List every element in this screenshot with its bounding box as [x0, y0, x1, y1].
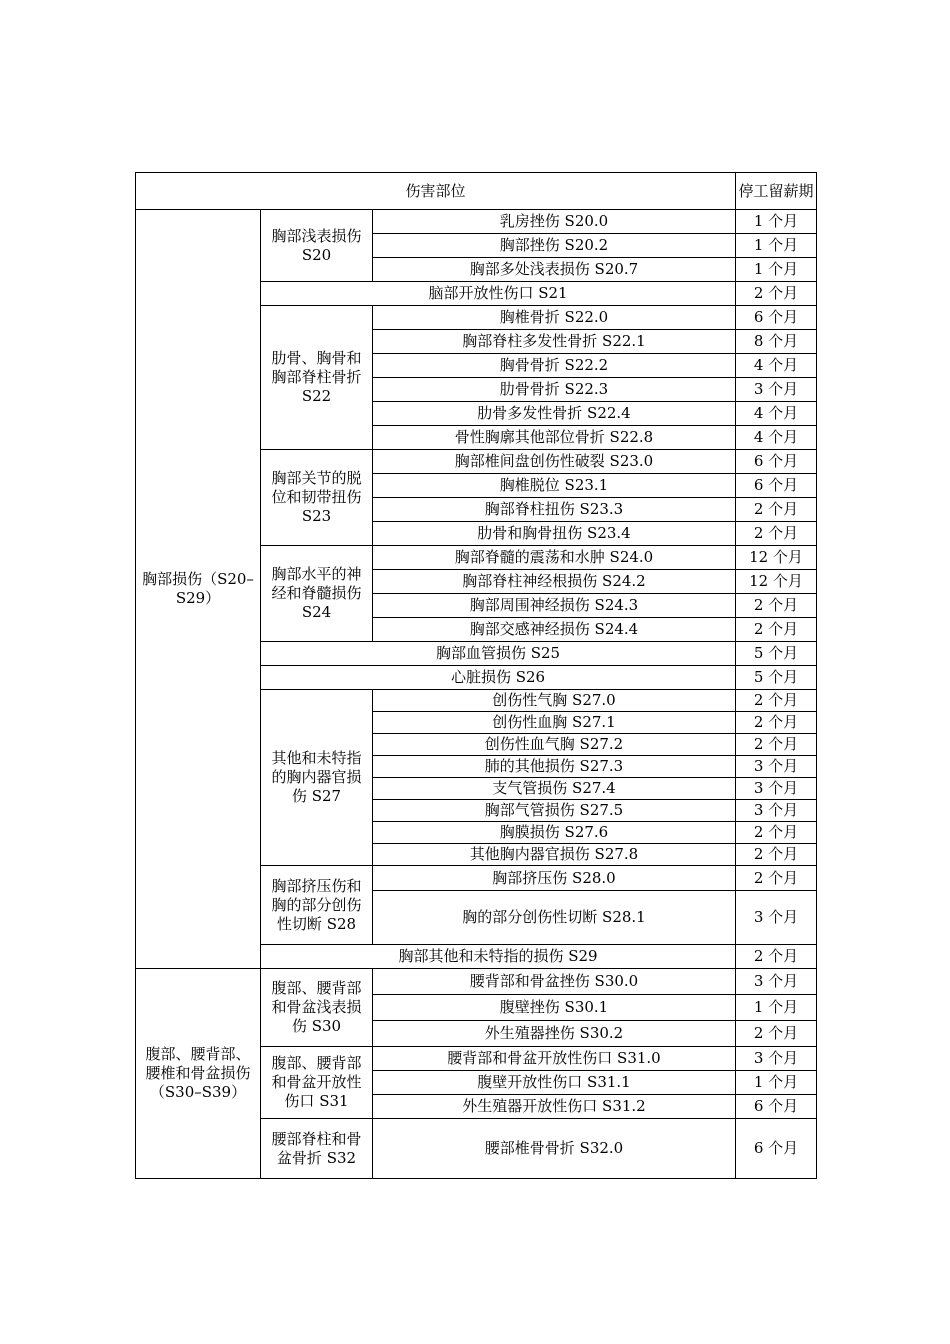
injury-item: 胸骨骨折 S22.2 [373, 354, 736, 378]
leave-period: 3 个月 [736, 969, 817, 995]
leave-period: 3 个月 [736, 800, 817, 822]
leave-period: 1 个月 [736, 210, 817, 234]
injury-item: 肋骨骨折 S22.3 [373, 378, 736, 402]
injury-item: 创伤性血气胸 S27.2 [373, 734, 736, 756]
injury-item: 肋骨和胸骨扭伤 S23.4 [373, 522, 736, 546]
group-label: 胸部浅表损伤 S20 [261, 210, 373, 282]
injury-item: 外生殖器开放性伤口 S31.2 [373, 1095, 736, 1119]
injury-item: 胸部交感神经损伤 S24.4 [373, 618, 736, 642]
group-label: 其他和未特指的胸内器官损伤 S27 [261, 690, 373, 866]
injury-item: 胸部椎间盘创伤性破裂 S23.0 [373, 450, 736, 474]
header-period: 停工留薪期 [736, 173, 817, 210]
leave-period: 5 个月 [736, 642, 817, 666]
leave-period: 3 个月 [736, 891, 817, 945]
table-row [136, 969, 817, 995]
injury-item: 胸椎脱位 S23.1 [373, 474, 736, 498]
injury-item: 支气管损伤 S27.4 [373, 778, 736, 800]
injury-item: 肋骨多发性骨折 S22.4 [373, 402, 736, 426]
injury-item: 胸部气管损伤 S27.5 [373, 800, 736, 822]
leave-period: 6 个月 [736, 306, 817, 330]
injury-item: 胸部脊髓的震荡和水肿 S24.0 [373, 546, 736, 570]
leave-period: 1 个月 [736, 258, 817, 282]
injury-item: 腰背部和骨盆挫伤 S30.0 [373, 969, 736, 995]
group-label: 肋骨、胸骨和胸部脊柱骨折 S22 [261, 306, 373, 450]
injury-item: 胸部脊柱多发性骨折 S22.1 [373, 330, 736, 354]
injury-item: 其他胸内器官损伤 S27.8 [373, 844, 736, 866]
injury-item: 胸部挤压伤 S28.0 [373, 866, 736, 891]
injury-item: 胸部多处浅表损伤 S20.7 [373, 258, 736, 282]
header-location: 伤害部位 [136, 173, 736, 210]
injury-item: 创伤性气胸 S27.0 [373, 690, 736, 712]
injury-item: 乳房挫伤 S20.0 [373, 210, 736, 234]
injury-item: 胸椎骨折 S22.0 [373, 306, 736, 330]
injury-item: 胸的部分创伤性切断 S28.1 [373, 891, 736, 945]
leave-period: 2 个月 [736, 945, 817, 969]
leave-period: 2 个月 [736, 690, 817, 712]
leave-period: 3 个月 [736, 756, 817, 778]
leave-period: 6 个月 [736, 1119, 817, 1179]
injury-item: 胸部脊柱神经根损伤 S24.2 [373, 570, 736, 594]
leave-period: 6 个月 [736, 1095, 817, 1119]
injury-item: 胸部其他和未特指的损伤 S29 [261, 945, 736, 969]
leave-period: 1 个月 [736, 1071, 817, 1095]
leave-period: 2 个月 [736, 866, 817, 891]
injury-item: 胸部周围神经损伤 S24.3 [373, 594, 736, 618]
group-label: 腹部、腰背部和骨盆开放性伤口 S31 [261, 1047, 373, 1119]
leave-period: 3 个月 [736, 778, 817, 800]
injury-item: 脑部开放性伤口 S21 [261, 282, 736, 306]
leave-period: 2 个月 [736, 594, 817, 618]
leave-period: 2 个月 [736, 1021, 817, 1047]
injury-item: 肺的其他损伤 S27.3 [373, 756, 736, 778]
injury-item: 腰背部和骨盆开放性伤口 S31.0 [373, 1047, 736, 1071]
leave-period: 4 个月 [736, 402, 817, 426]
leave-period: 2 个月 [736, 844, 817, 866]
group-label: 腹部、腰背部和骨盆浅表损伤 S30 [261, 969, 373, 1047]
group-label: 胸部关节的脱位和韧带扭伤 S23 [261, 450, 373, 546]
injury-item: 胸部脊柱扭伤 S23.3 [373, 498, 736, 522]
leave-period: 2 个月 [736, 618, 817, 642]
leave-period: 1 个月 [736, 995, 817, 1021]
injury-leave-table [135, 172, 817, 1179]
leave-period: 6 个月 [736, 474, 817, 498]
injury-item: 创伤性血胸 S27.1 [373, 712, 736, 734]
table-row [136, 210, 817, 234]
injury-item: 胸膜损伤 S27.6 [373, 822, 736, 844]
header-row [136, 173, 817, 210]
leave-period: 5 个月 [736, 666, 817, 690]
injury-item: 腹壁开放性伤口 S31.1 [373, 1071, 736, 1095]
group-label: 胸部挤压伤和胸的部分创伤性切断 S28 [261, 866, 373, 945]
injury-item: 胸部血管损伤 S25 [261, 642, 736, 666]
section-label: 腹部、腰背部、腰椎和骨盆损伤（S30–S39） [136, 969, 261, 1179]
group-label: 腰部脊柱和骨盆骨折 S32 [261, 1119, 373, 1179]
leave-period: 2 个月 [736, 734, 817, 756]
leave-period: 4 个月 [736, 354, 817, 378]
injury-item: 外生殖器挫伤 S30.2 [373, 1021, 736, 1047]
leave-period: 2 个月 [736, 822, 817, 844]
injury-item: 心脏损伤 S26 [261, 666, 736, 690]
leave-period: 2 个月 [736, 522, 817, 546]
leave-period: 2 个月 [736, 712, 817, 734]
leave-period: 3 个月 [736, 1047, 817, 1071]
section-label: 胸部损伤（S20–S29） [136, 210, 261, 969]
leave-period: 4 个月 [736, 426, 817, 450]
injury-item: 腹壁挫伤 S30.1 [373, 995, 736, 1021]
leave-period: 12 个月 [736, 570, 817, 594]
injury-item: 胸部挫伤 S20.2 [373, 234, 736, 258]
leave-period: 12 个月 [736, 546, 817, 570]
leave-period: 8 个月 [736, 330, 817, 354]
leave-period: 2 个月 [736, 282, 817, 306]
leave-period: 2 个月 [736, 498, 817, 522]
leave-period: 6 个月 [736, 450, 817, 474]
leave-period: 1 个月 [736, 234, 817, 258]
leave-period: 3 个月 [736, 378, 817, 402]
group-label: 胸部水平的神经和脊髓损伤 S24 [261, 546, 373, 642]
injury-item: 腰部椎骨骨折 S32.0 [373, 1119, 736, 1179]
injury-item: 骨性胸廓其他部位骨折 S22.8 [373, 426, 736, 450]
